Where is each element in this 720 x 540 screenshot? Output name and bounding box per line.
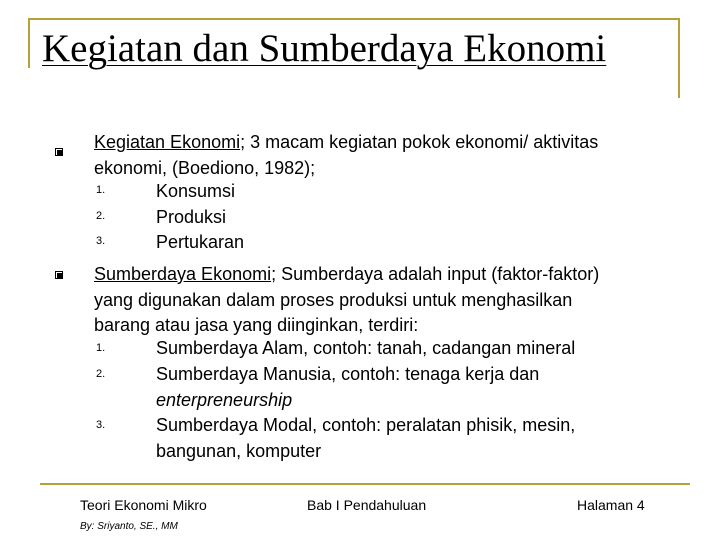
- footer-chapter: Bab I Pendahuluan: [307, 497, 427, 513]
- bullet-2-line3: barang atau jasa yang diinginkan, terdiri:: [94, 315, 419, 335]
- list-item: Sumberdaya Alam, contoh: tanah, cadangan mineral: [156, 338, 576, 358]
- list-item: Konsumsi: [156, 181, 236, 201]
- bullet-1-paragraph: [94, 130, 694, 181]
- bullet-2-line2: yang digunakan dalam proses produksi untuk menghasilkan: [94, 289, 573, 310]
- list-number: 1.: [96, 184, 106, 196]
- list-number: 3.: [96, 419, 106, 431]
- list-item: [156, 362, 676, 413]
- bullet-2-rest: ; Sumberdaya adalah input (faktor-faktor): [271, 264, 600, 284]
- slide-title: Kegiatan dan Sumberdaya Ekonomi: [42, 27, 607, 70]
- list-item: Produksi: [156, 207, 227, 227]
- list-number: 1.: [96, 342, 106, 354]
- list-number: 2.: [96, 210, 106, 222]
- hollow-square-bullet-icon: [55, 148, 63, 156]
- bullet-1-line2: ekonomi, (Boediono, 1982);: [94, 157, 316, 178]
- list-number: 3.: [96, 235, 106, 247]
- frame-top-line: [28, 18, 680, 20]
- footer-author: By: Sriyanto, SE., MM: [80, 521, 178, 532]
- bullet-2-term: Sumberdaya Ekonomi: [94, 264, 272, 284]
- list-item-line: Sumberdaya Modal, contoh: peralatan phisik, mesin,: [156, 415, 576, 435]
- footer-course: Teori Ekonomi Mikro: [80, 497, 207, 513]
- hollow-square-bullet-icon: [55, 271, 63, 279]
- list-item: Pertukaran: [156, 232, 245, 252]
- list-item-line: bangunan, komputer: [156, 440, 322, 461]
- frame-left-line: [28, 18, 30, 68]
- bullet-1-term: Kegiatan Ekonomi: [94, 132, 241, 152]
- list-item: [156, 413, 676, 464]
- bullet-2-paragraph: [94, 262, 694, 339]
- list-number: 2.: [96, 368, 106, 380]
- footer-divider: [40, 483, 690, 485]
- bullet-1-rest: ; 3 macam kegiatan pokok ekonomi/ aktivitas: [240, 132, 599, 152]
- frame-right-line: [678, 18, 680, 98]
- list-item-line: Sumberdaya Manusia, contoh: tenaga kerja dan: [156, 364, 540, 384]
- footer-page: Halaman 4: [577, 497, 645, 513]
- list-item-line-italic: enterpreneurship: [156, 389, 293, 410]
